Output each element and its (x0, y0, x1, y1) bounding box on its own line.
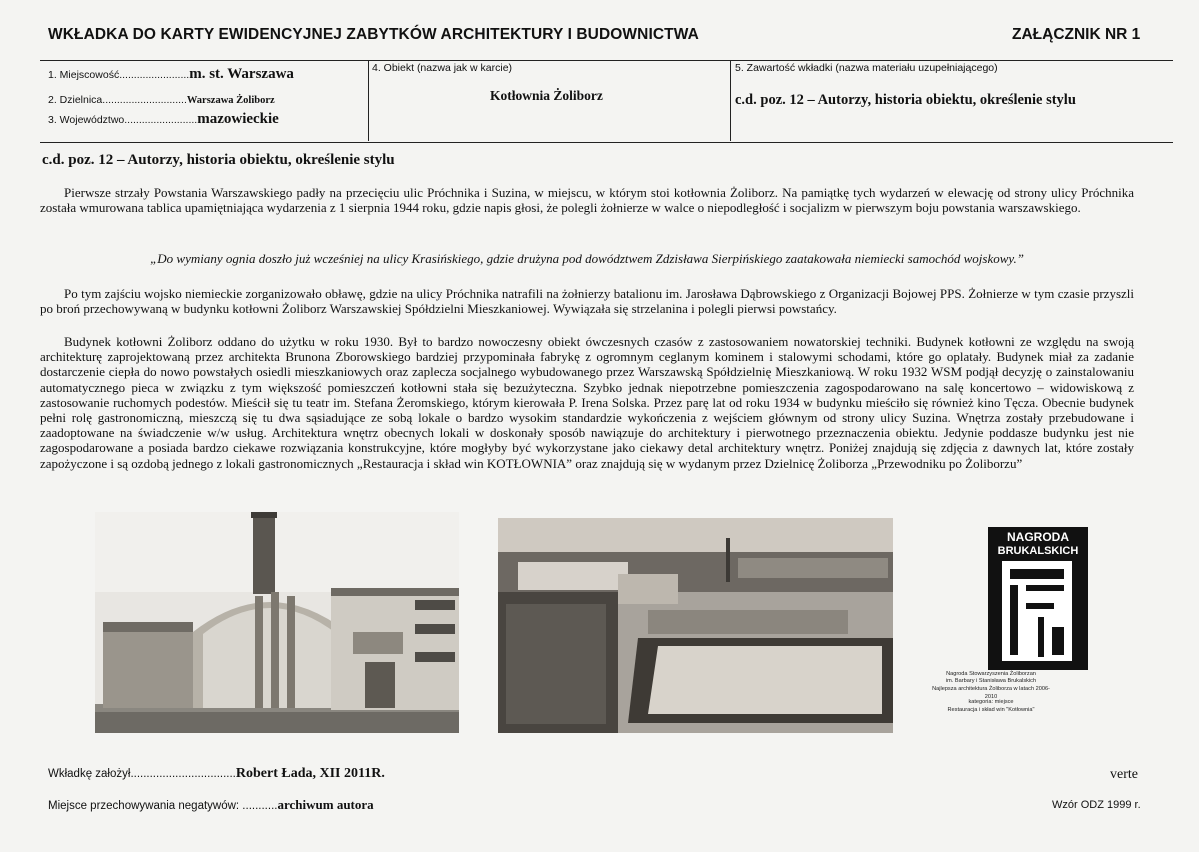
paragraph-2 (40, 286, 1134, 316)
insert-label: 5. Zawartość wkładki (nazwa materiału uzupełniającego) (735, 62, 998, 74)
insert-value: c.d. poz. 12 – Autorzy, historia obiektu, określenie stylu (735, 92, 1076, 108)
meta-divider-2 (730, 60, 731, 141)
award-badge-image (988, 527, 1088, 670)
paragraph-1-text: Pierwsze strzały Powstania Warszawskiego padły na przecięciu ulic Próchnika i Suzina, w miejscu, w którym stoi kotłownia Żoliborz. Na pamiątkę tych wydarzeń w elewację od strony ulicy Próchnika została wmurowana tablica upamiętniająca wydarzenia z 1 sierpnia 1944 roku, gdzie napis głosi, że polegli żołnierze w walce o niepodległość i socjalizm w pierwszym boju powstania warszawskiego. (40, 185, 1134, 216)
paragraph-3 (40, 334, 1134, 471)
paragraph-1 (40, 185, 1134, 215)
voivodeship-field (48, 110, 279, 128)
paragraph-3-text: Budynek kotłowni Żoliborz oddano do użytku w roku 1930. Był to bardzo nowoczesny obiekt ówczesnych czasów z zastosowaniem nowatorskiej techniki. Budynek kotłowni ze względu na swoją architekturę zaprojektowaną przez architekta Brunona Zborowskiego bardziej przypominała fabrykę z ogromnym ceglanym kominem i stalowymi schodami, które go oplatały. Budynek miał za zadanie dostarczenie ciepła do nowo powstałych osiedli mieszkaniowych oraz zaplecza socjalnego wybudowanego przez Warszawską Spółdzielnię Mieszkaniową. W roku 1932 WSM podjął decyzję o zainstalowaniu automatycznego pieca w związku z tym większość pomieszczeń kotłowni stała się bezużyteczna. Szybko jednak niepotrzebne pomieszczenia zagospodarowano na salę koncertowo – widowiskową z zastosowanie ruchomych podestów. Mieścił się tu teatr im. Stefana Żeromskiego, którym kierowała P. Irena Solska. Przez parę lat od roku 1934 w budynku mieściło się również kino Tęcza. Obecnie budynek pełni rolę gastronomiczną, mieszczą się tu dwa sąsiadujące ze sobą lokale o bardzo wysokim standardzie wykończenia z wejściem głównym od strony ulicy Suzina. Wnętrza zostały przebudowane i zaadoptowane na świadczenie w/w usług. Architektura wnętrz obecnych lokali w doskonały sposób nawiązuje do architektury i pierwotnego przeznaczenia obiektu. Jedynie poddasze budynku jest nie zagospodarowane a posiada bardzo ciekawe rozwiązania konstrukcyjne, które mogłyby być wykorzystane jako ciekawy detal architektury wnętrz. Poniżej znajdują się zdjęcia z dawnych lat, które zostały zapożyczone i są ozdobą jednego z lokali gastronomicznych „Restauracja i skład win KOTŁOWNIA” oraz znajdują się w wydanym przez Dzielnicę Żoliborza „Przewodniku po Żoliborzu” (40, 334, 1134, 471)
created-value: Robert Łada, XII 2011R. (235, 766, 385, 781)
award-caption-1: Nagroda Stowarzyszenia Żoliborzan (946, 671, 1036, 677)
storage-field (48, 797, 374, 813)
district-value: Warszawa Żoliborz (186, 95, 275, 106)
locality-label: 1. Miejscowość........................ (48, 69, 190, 81)
object-value: Kotłownia Żoliborz (490, 88, 603, 103)
quote: „Do wymiany ognia doszło już wcześniej na ulicy Krasińskiego, gdzie drużyna pod dowództwem Zdzisława Sierpińskiego zaatakowała niemiecki samochód wojskowy.” (150, 251, 1024, 266)
aerial-view-photo (498, 518, 893, 733)
meta-divider-1 (368, 60, 369, 141)
created-by-field (48, 766, 385, 782)
storage-label: Miejsce przechowywania negatywów: ........... (48, 800, 278, 812)
district-label: 2. Dzielnica............................. (48, 94, 187, 106)
voivodeship-label: 3. Województwo......................... (48, 114, 198, 126)
locality-value: m. st. Warszawa (189, 66, 294, 82)
template-note: Wzór ODZ 1999 r. (1052, 799, 1141, 811)
storage-value: archiwum autora (277, 797, 374, 812)
award-caption-4: kategoria: miejsce (968, 699, 1014, 705)
award-caption-5: Restauracja i skład win "Kotłownia" (947, 707, 1035, 713)
award-caption-2: im. Barbary i Stanisława Brukalskich (945, 678, 1037, 684)
award-caption-3: Najlepsza architektura Żoliborza w latach 2006-2010 (932, 686, 1050, 700)
verte-note: verte (1110, 767, 1138, 782)
award-title-1: NAGRODA (1007, 530, 1069, 544)
object-label: 4. Obiekt (nazwa jak w karcie) (372, 62, 513, 74)
boiler-house-photo (95, 512, 459, 733)
annex-number: ZAŁĄCZNIK NR 1 (1012, 26, 1141, 43)
district-field (48, 90, 275, 108)
voivodeship-value: mazowieckie (197, 111, 279, 127)
award-title-2: BRUKALSKICH (997, 545, 1079, 557)
section-heading: c.d. poz. 12 – Autorzy, historia obiektu, określenie stylu (42, 152, 395, 168)
locality-field (48, 65, 294, 83)
created-label: Wkładkę założył................................. (48, 768, 236, 780)
paragraph-2-text: Po tym zajściu wojsko niemieckie zorganizowało obławę, gdzie na ulicy Próchnika natrafili na żołnierzy batalionu im. Jarosława Dąbrowskiego z Organizacji Bojowej PPS. Żołnierze w tym czasie przyszli po broń przechowywaną w budynku kotłowni Żoliborz Warszawskiej Spółdzielni Mieszkaniowej. Wywiązała się strzelanina i polegli pierwsi powstańcy. (40, 286, 1134, 317)
document-title: WKŁADKA DO KARTY EWIDENCYJNEJ ZABYTKÓW ARCHITEKTURY I BUDOWNICTWA (48, 26, 699, 43)
